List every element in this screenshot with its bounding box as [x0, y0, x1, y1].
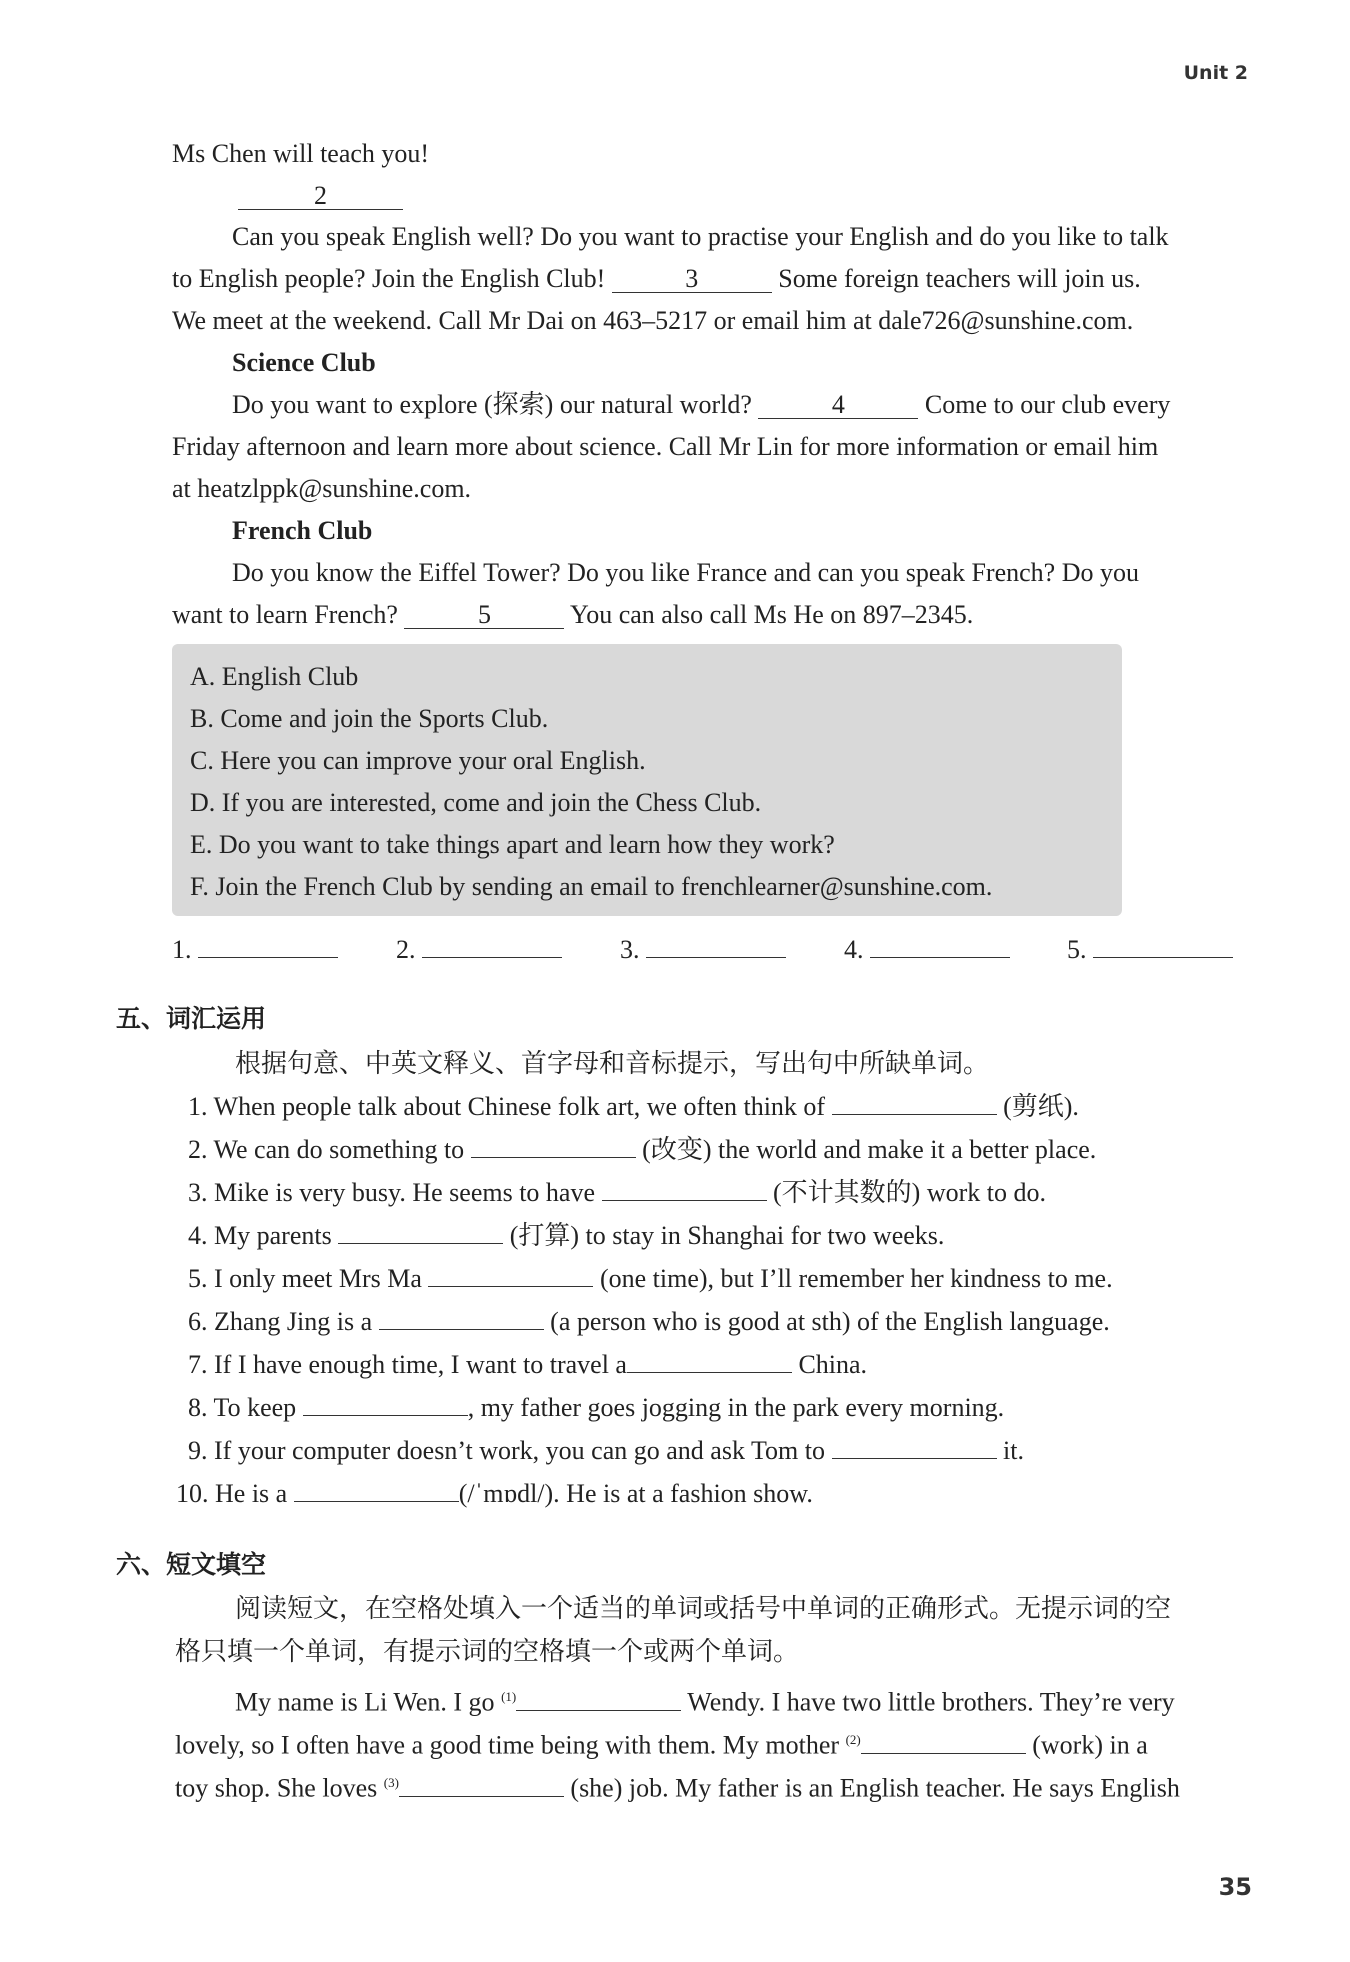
blank-marker: (2) [845, 1732, 861, 1747]
text: (work) in a [1032, 1730, 1148, 1760]
text: (she) job. My father is an English teacher. He says English [570, 1773, 1180, 1803]
passage-line [172, 598, 973, 632]
passage-line: Do you know the Eiffel Tower? Do you like France and can you speak French? Do you [232, 558, 1139, 587]
vocab-item [188, 1391, 1004, 1425]
text: Wendy. I have two little brothers. They’re very [687, 1687, 1175, 1717]
answer-blank[interactable] [422, 957, 562, 958]
answer-slot[interactable] [172, 935, 338, 965]
answer-blank[interactable] [870, 957, 1010, 958]
answer-blank[interactable] [861, 1753, 1026, 1754]
text: 1. When people talk about Chinese folk art, we often think of [188, 1092, 826, 1121]
unit-label: Unit 2 [1183, 62, 1248, 84]
blank-marker: (1) [501, 1689, 517, 1704]
option-f: F. Join the French Club by sending an email to frenchlearner@sunshine.com. [190, 872, 993, 901]
vocab-item [188, 1090, 1079, 1124]
section-instruction: 根据句意、中英文释义、首字母和音标提示，写出句中所缺单词。 [235, 1049, 990, 1078]
vocab-item [188, 1176, 1046, 1210]
text: , my father goes jogging in the park every morning. [467, 1393, 1005, 1422]
answer-label: 1. [172, 935, 192, 964]
option-b: B. Come and join the Sports Club. [190, 704, 549, 733]
blank-marker: (3) [383, 1775, 399, 1790]
text: 10. He is a [176, 1479, 288, 1508]
blank-number: 2 [238, 183, 403, 210]
option-a: A. English Club [190, 662, 359, 691]
answer-blank[interactable] [399, 1796, 564, 1797]
answer-blank[interactable] [602, 1200, 767, 1201]
passage-line: Ms Chen will teach you! [172, 139, 430, 168]
blank-number: 4 [758, 392, 918, 419]
text: Come to our club every [924, 390, 1171, 419]
text: 4. My parents [188, 1221, 332, 1250]
passage-line: Can you speak English well? Do you want to practise your English and do you like to talk [232, 222, 1169, 251]
cloze-line [175, 1766, 1180, 1806]
answer-label: 4. [844, 935, 864, 964]
answer-blank[interactable] [338, 1243, 503, 1244]
vocab-item [176, 1477, 813, 1511]
text: 7. If I have enough time, I want to travel a [188, 1350, 627, 1379]
blank-number: 3 [612, 266, 772, 293]
vocab-item [188, 1262, 1113, 1296]
vocab-item [188, 1305, 1110, 1339]
cloze-line [235, 1680, 1175, 1720]
text: Some foreign teachers will join us. [778, 264, 1141, 293]
option-e: E. Do you want to take things apart and learn how they work? [190, 830, 835, 859]
answer-label: 3. [620, 935, 640, 964]
text: My name is Li Wen. I go [235, 1687, 495, 1717]
answer-blank[interactable] [471, 1157, 636, 1158]
answer-slot[interactable] [844, 935, 1010, 965]
passage-line [232, 388, 1170, 422]
answer-blank[interactable] [428, 1286, 593, 1287]
text: 2. We can do something to [188, 1135, 465, 1164]
answer-blank[interactable] [832, 1458, 997, 1459]
text: (改变) the world and make it a better place. [642, 1135, 1097, 1164]
section-instruction: 格只填一个单词，有提示词的空格填一个或两个单词。 [175, 1637, 800, 1666]
option-c: C. Here you can improve your oral English. [190, 746, 646, 775]
club-heading: French Club [232, 516, 373, 545]
answer-blank[interactable] [379, 1329, 544, 1330]
answer-slot[interactable] [396, 935, 562, 965]
text: want to learn French? [172, 600, 398, 629]
passage-line: We meet at the weekend. Call Mr Dai on 463–5217 or email him at dale726@sunshine.com. [172, 306, 1134, 335]
passage-line: Friday afternoon and learn more about science. Call Mr Lin for more information or email him [172, 432, 1159, 461]
text: toy shop. She loves [175, 1773, 378, 1803]
vocab-item [188, 1219, 944, 1253]
text: (one time), but I’ll remember her kindness to me. [599, 1264, 1113, 1293]
answer-blank[interactable] [832, 1114, 997, 1115]
answer-label: 5. [1067, 935, 1087, 964]
answer-blank[interactable] [516, 1710, 681, 1711]
answer-blank[interactable] [627, 1372, 792, 1373]
text: to English people? Join the English Club! [172, 264, 606, 293]
text: Do you want to explore (探索) our natural world? [232, 390, 752, 419]
answer-label: 2. [396, 935, 416, 964]
answer-blank[interactable] [294, 1501, 459, 1502]
text: China. [798, 1350, 868, 1379]
text: 3. Mike is very busy. He seems to have [188, 1178, 596, 1207]
vocab-item [188, 1434, 1024, 1468]
blank-2 [238, 179, 403, 213]
answer-blank[interactable] [198, 957, 338, 958]
text: it. [1003, 1436, 1024, 1465]
text: 9. If your computer doesn’t work, you can go and ask Tom to [188, 1436, 825, 1465]
option-d: D. If you are interested, come and join the Chess Club. [190, 788, 762, 817]
blank-number: 5 [404, 602, 564, 629]
vocab-item [188, 1133, 1096, 1167]
text: You can also call Ms He on 897–2345. [570, 600, 974, 629]
text: (不计其数的) work to do. [773, 1178, 1046, 1207]
options-box [172, 644, 1122, 916]
text: 8. To keep [188, 1393, 297, 1422]
club-heading: Science Club [232, 348, 376, 377]
answer-slot[interactable] [620, 935, 786, 965]
text: 5. I only meet Mrs Ma [188, 1264, 422, 1293]
text: 6. Zhang Jing is a [188, 1307, 373, 1336]
answer-blank[interactable] [646, 957, 786, 958]
vocab-item [188, 1348, 867, 1382]
section-title: 六、短文填空 [116, 1550, 267, 1579]
text: (剪纸). [1003, 1092, 1079, 1121]
passage-line: at heatzlppk@sunshine.com. [172, 474, 472, 503]
text: lovely, so I often have a good time being with them. My mother [175, 1730, 840, 1760]
answer-slot[interactable] [1067, 935, 1233, 965]
section-instruction: 阅读短文，在空格处填入一个适当的单词或括号中单词的正确形式。无提示词的空 [235, 1594, 1172, 1623]
page-number: 35 [1218, 1873, 1252, 1901]
section-title: 五、词汇运用 [116, 1004, 267, 1033]
cloze-line [175, 1723, 1148, 1763]
text: (/ˈmɒdl/). He is at a fashion show. [458, 1479, 813, 1508]
text: (a person who is good at sth) of the English language. [550, 1307, 1110, 1336]
text: (打算) to stay in Shanghai for two weeks. [509, 1221, 945, 1250]
passage-line [172, 262, 1141, 296]
answer-blank[interactable] [303, 1415, 468, 1416]
answer-blank[interactable] [1093, 957, 1233, 958]
